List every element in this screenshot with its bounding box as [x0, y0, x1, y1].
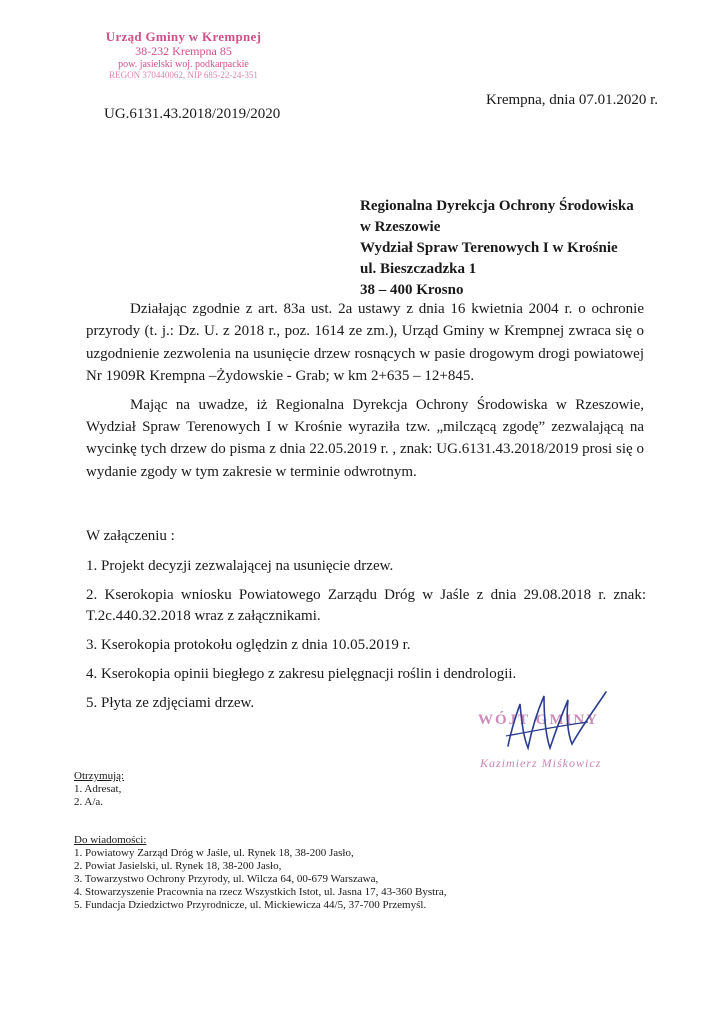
recipient-item: 2. A/a. — [74, 796, 104, 808]
stamp-line-4: REGON 370440062, NIP 685-22-24-351 — [109, 70, 258, 81]
attachment-item: 4. Kserokopia opinii biegłego z zakresu pielęgnacji roślin i dendrologii. — [86, 666, 517, 682]
stamp-line-2: 38-232 Krempna 85 — [135, 43, 232, 58]
recipients-block — [74, 770, 124, 809]
body-paragraph: Działając zgodnie z art. 83a ust. 2a ustawy z dnia 16 kwietnia 2004 r. o ochronie przyrody (t. j.: Dz. U. z 2018 r., poz. 1614 ze zm.), Urząd Gminy w Krempnej zwraca się o uzgodnienie zezwolenia na usunięcie drzew rosnących w pasie drogowym drogi powiatowej Nr 1909R Krempna –Żydowskie - Grab; w km 2+635 – 12+845. — [86, 301, 644, 385]
addressee-block — [360, 196, 634, 301]
office-stamp — [96, 30, 271, 81]
attachments-title: W załączeniu : — [86, 528, 175, 544]
for-information-block — [74, 834, 446, 912]
attachment-item: 3. Kserokopia protokołu oględzin z dnia 10.05.2019 r. — [86, 637, 411, 653]
for-information-item: 1. Powiatowy Zarząd Dróg w Jaśle, ul. Rynek 18, 38-200 Jasło, — [74, 847, 354, 859]
for-information-item: 5. Fundacja Dziedzictwo Przyrodnicze, ul. Mickiewicza 44/5, 37-700 Przemyśl. — [74, 899, 427, 911]
stamp-line-3: pow. jasielski woj. podkarpackie — [118, 58, 249, 70]
addressee-line: ul. Bieszczadzka 1 — [360, 261, 477, 277]
reference-number: UG.6131.43.2018/2019/2020 — [104, 106, 281, 122]
stamp-line-1: Urząd Gminy w Krempnej — [105, 29, 262, 44]
recipients-title: Otrzymują: — [74, 770, 125, 782]
attachment-item: 5. Płyta ze zdjęciami drzew. — [86, 695, 255, 711]
addressee-line: 38 – 400 Krosno — [360, 282, 464, 298]
letter-body — [86, 298, 644, 489]
body-paragraph: Mając na uwadze, iż Regionalna Dyrekcja Ochrony Środowiska w Rzeszowie, Wydział Spraw Terenowych I w Krośnie wyraziła tzw. „milczącą zgodę” zezwalającą na wycinkę tych drzew do pisma z dnia 22.05.2019 r. , znak: UG.6131.43.2018/2019 prosi się o wydanie zgody w tym zakresie w terminie odwrotnym. — [86, 396, 644, 480]
place-date: Krempna, dnia 07.01.2020 r. — [486, 92, 659, 108]
signature-name: Kazimierz Miśkowicz — [480, 756, 602, 770]
signature-block — [478, 686, 638, 776]
addressee-line: Wydział Spraw Terenowych I w Krośnie — [360, 240, 618, 256]
recipient-item: 1. Adresat, — [74, 783, 122, 795]
addressee-line: Regionalna Dyrekcja Ochrony Środowiska — [360, 198, 634, 214]
for-information-title: Do wiadomości: — [74, 834, 147, 846]
for-information-item: 3. Towarzystwo Ochrony Przyrody, ul. Wilcza 64, 00-679 Warszawa, — [74, 873, 379, 885]
handwritten-signature — [498, 686, 628, 766]
signature-role: WÓJT GMINY — [478, 712, 599, 728]
attachment-item: 1. Projekt decyzji zezwalającej na usunięcie drzew. — [86, 558, 394, 574]
for-information-item: 4. Stowarzyszenie Pracownia na rzecz Wszystkich Istot, ul. Jasna 17, 43-360 Bystra, — [74, 886, 447, 898]
attachment-item: 2. Kserokopia wniosku Powiatowego Zarządu Dróg w Jaśle z dnia 29.08.2018 r. znak: T.2c.440.32.2018 wraz z załącznikami. — [86, 587, 646, 624]
addressee-line: w Rzeszowie — [360, 219, 441, 235]
for-information-item: 2. Powiat Jasielski, ul. Rynek 18, 38-200 Jasło, — [74, 860, 282, 872]
